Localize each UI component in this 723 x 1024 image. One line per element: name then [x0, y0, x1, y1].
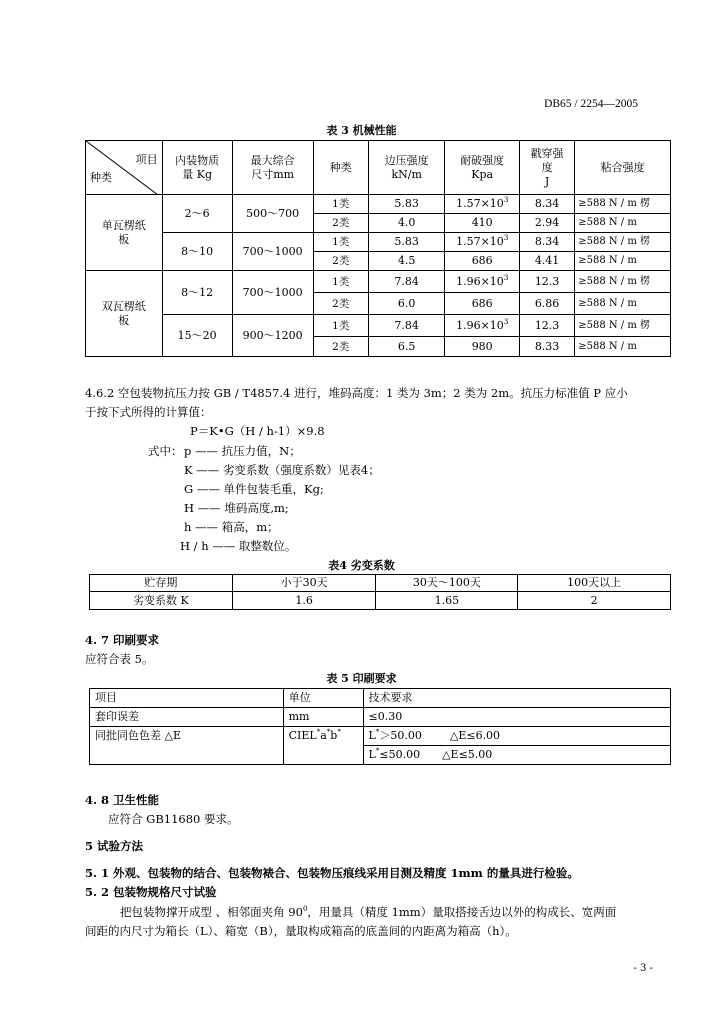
- bond-cell: ≥588 N / m 楞: [575, 315, 671, 337]
- def-h: H —— 堆码高度,m;: [184, 501, 289, 515]
- bond-cell: ≥588 N / m: [575, 214, 671, 233]
- table5-caption: 表 5 印刷要求: [326, 672, 397, 685]
- header-bond: 粘合强度: [575, 141, 671, 195]
- s52-title: 5. 2 包装物规格尺寸试验: [85, 885, 217, 899]
- t5-color-req2: L*≤50.00 △E≤5.00: [363, 746, 670, 765]
- bond-cell: ≥588 N / m: [575, 252, 671, 271]
- def-g: G —— 单件包装毛重，Kg;: [184, 482, 324, 496]
- t4-header: 贮存期: [90, 575, 233, 592]
- edge-cell: 7.84: [368, 271, 445, 293]
- def-h-ratio: H / h —— 取整数位。: [180, 539, 297, 553]
- s462-line2: 于按下式所得的计算值：: [85, 405, 212, 419]
- s48-text: 应符合 GB11680 要求。: [108, 812, 239, 826]
- puncture-cell: 6.86: [519, 293, 574, 315]
- burst-cell: $1.57\times 10^3$: [445, 195, 519, 214]
- formula: P＝K•G（H / h-1）×9.8: [190, 424, 325, 438]
- edge-cell: 5.83: [368, 233, 445, 252]
- type-cell: 1类: [313, 233, 368, 252]
- where-label: 式中：: [148, 444, 183, 458]
- corner-top-label: 项目: [135, 153, 158, 166]
- type-cell: 2类: [313, 337, 368, 357]
- burst-cell: 686: [445, 293, 519, 315]
- type-cell: 2类: [313, 293, 368, 315]
- diagonal-line: [86, 141, 158, 195]
- type-cell: 1类: [313, 195, 368, 214]
- weight-cell: 15～20: [162, 315, 232, 357]
- t5-cell: 套印误差: [90, 708, 284, 727]
- header-size: 最大综合 尺寸mm: [232, 141, 313, 195]
- t4-cell: 1.6: [232, 592, 376, 610]
- table3-caption: 表 3 机械性能: [326, 124, 397, 137]
- table4-caption: 表4 劣变系数: [328, 559, 395, 572]
- puncture-cell: 12.3: [519, 271, 574, 293]
- weight-cell: 2～6: [162, 195, 232, 233]
- t4-cell: 2: [518, 592, 671, 610]
- s47-text: 应符合表 5。: [85, 652, 154, 666]
- t5-header-item: 项目: [90, 689, 284, 708]
- t5-color-req1: L*＞50.00 △E≤6.00: [363, 727, 670, 746]
- edge-cell: 6.0: [368, 293, 445, 315]
- edge-cell: 7.84: [368, 315, 445, 337]
- bond-cell: ≥588 N / m: [575, 337, 671, 357]
- burst-cell: 410: [445, 214, 519, 233]
- bond-cell: ≥588 N / m 楞: [575, 233, 671, 252]
- burst-cell: $1.96\times 10^3$: [445, 271, 519, 293]
- t4-header: 100天以上: [518, 575, 671, 592]
- printing-table: [89, 688, 671, 765]
- size-cell: 700～1000: [232, 233, 313, 271]
- corner-header-cell: [86, 141, 163, 195]
- mechanical-properties-table: [85, 140, 671, 357]
- t5-cell: ≤0.30: [363, 708, 670, 727]
- page-number: - 3 -: [633, 963, 653, 974]
- def-k: K —— 劣变系数（强度系数）见表4；: [184, 463, 380, 477]
- t5-color-item: 同批同色色差 △E: [90, 727, 284, 765]
- s5-title: 5 试验方法: [85, 839, 144, 853]
- puncture-cell: 12.3: [519, 315, 574, 337]
- puncture-cell: 2.94: [519, 214, 574, 233]
- t4-header: 小于30天: [232, 575, 376, 592]
- type-cell: 2类: [313, 214, 368, 233]
- t4-cell: 劣变系数 K: [90, 592, 233, 610]
- burst-cell: 980: [445, 337, 519, 357]
- t5-header-req: 技术要求: [363, 689, 670, 708]
- bond-cell: ≥588 N / m: [575, 293, 671, 315]
- size-cell: 500～700: [232, 195, 313, 233]
- size-cell: 900～1200: [232, 315, 313, 357]
- type-cell: 1类: [313, 315, 368, 337]
- burst-cell: $1.57\times 10^3$: [445, 233, 519, 252]
- t4-header: 30天～100天: [376, 575, 518, 592]
- edge-cell: 4.5: [368, 252, 445, 271]
- s47-title: 4. 7 印刷要求: [85, 633, 160, 647]
- puncture-cell: 8.33: [519, 337, 574, 357]
- header-puncture: 戳穿强 度 J: [519, 141, 574, 195]
- weight-cell: 8～12: [162, 271, 232, 315]
- def-p: p —— 抗压力值，N；: [184, 444, 301, 458]
- puncture-cell: 8.34: [519, 233, 574, 252]
- s52-line1: 把包装物撑开成型 、相邻面夹角 $90^0$，用量具（精度 1mm）量取搭接舌边以外的构成长、宽两面: [120, 905, 617, 919]
- category-single-wall: 单瓦楞纸 板: [86, 195, 163, 271]
- puncture-cell: 4.41: [519, 252, 574, 271]
- edge-cell: 6.5: [368, 337, 445, 357]
- edge-cell: 5.83: [368, 195, 445, 214]
- s462-line1: 4.6.2 空包装物抗压力按 GB / T4857.4 进行，堆码高度：1 类为 3m；2 类为 2m。抗压力标准值 P 应小: [85, 386, 628, 400]
- header-weight: 内装物质 量 Kg: [162, 141, 232, 195]
- s51-text: 5. 1 外观、包装物的结合、包装物裱合、包装物压痕线采用目测及精度 1mm 的量具进行检验。: [85, 866, 579, 880]
- s48-title: 4. 8 卫生性能: [85, 793, 160, 807]
- header-burst: 耐破强度 Kpa: [445, 141, 519, 195]
- t4-cell: 1.65: [376, 592, 518, 610]
- header-type: 种类: [313, 141, 368, 195]
- corner-bottom-label: 种类: [90, 171, 112, 184]
- t5-header-unit: 单位: [283, 689, 363, 708]
- category-double-wall: 双瓦楞纸 板: [86, 271, 163, 357]
- burst-cell: $1.96\times 10^3$: [445, 315, 519, 337]
- def-box-h: h —— 箱高，m；: [184, 520, 279, 534]
- type-cell: 1类: [313, 271, 368, 293]
- doc-code: DB65 / 2254—2005: [544, 98, 638, 110]
- size-cell: 700～1000: [232, 271, 313, 315]
- s52-line2: 间距的内尺寸为箱长（L）、箱宽（B），量取构成箱高的底盖间的内距离为箱高（h）。: [85, 924, 517, 938]
- t5-color-unit: CIEL*a*b*: [283, 727, 363, 765]
- puncture-cell: 8.34: [519, 195, 574, 214]
- burst-cell: 686: [445, 252, 519, 271]
- edge-cell: 4.0: [368, 214, 445, 233]
- bond-cell: ≥588 N / m 楞: [575, 195, 671, 214]
- type-cell: 2类: [313, 252, 368, 271]
- weight-cell: 8～10: [162, 233, 232, 271]
- degradation-table: [89, 574, 671, 610]
- bond-cell: ≥588 N / m 楞: [575, 271, 671, 293]
- header-edge: 边压强度 kN/m: [368, 141, 445, 195]
- t5-cell: mm: [283, 708, 363, 727]
